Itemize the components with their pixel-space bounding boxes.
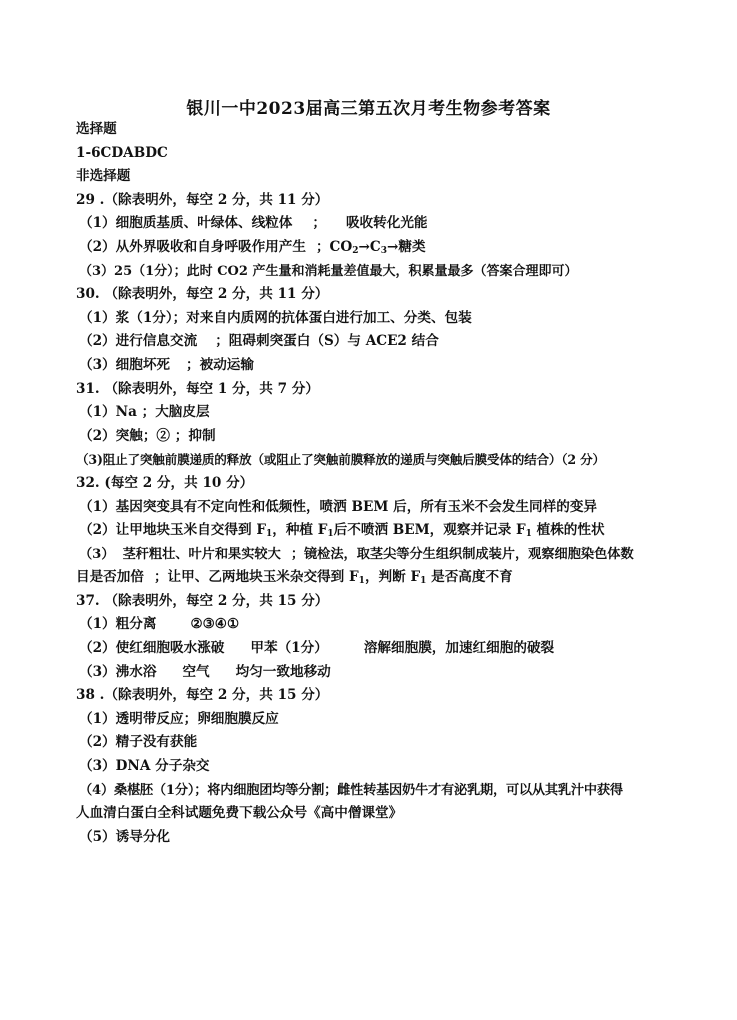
q32-answer-3-continued: 目是否加倍 ；让甲、乙两地块玉米杂交得到 $F_1$，判断 $F_1$ 是否高度不育 — [76, 569, 513, 587]
q38-answer-3: （3）DNA 分子杂交 — [79, 758, 210, 775]
question-30-heading: 30. （除表明外，每空 2 分，共 11 分） — [76, 286, 329, 303]
question-32-heading: 32. (每空 2 分，共 10 分） — [76, 474, 254, 491]
q37-answer-2: （2）使红细胞吸水涨破 甲苯（1分） 溶解细胞膜，加速红细胞的破裂 — [79, 640, 555, 657]
q38-answer-2: （2）精子没有获能 — [79, 734, 198, 751]
q30-answer-2: （2）进行信息交流 ；阻碍刺突蛋白（S）与 ACE2 结合 — [79, 333, 439, 350]
question-37-heading: 37. （除表明外，每空 2 分，共 15 分） — [76, 592, 329, 609]
question-31-heading: 31. （除表明外，每空 1 分，共 7 分） — [76, 380, 319, 397]
question-38-heading: 38 .（除表明外，每空 2 分，共 15 分） — [76, 687, 329, 704]
q30-answer-1: （1）浆（1分）；对来自内质网的抗体蛋白进行加工、分类、包装 — [79, 309, 472, 326]
q38-answer-1: （1）透明带反应；卵细胞膜反应 — [79, 710, 279, 727]
q29-answer-2: （2）从外界吸收和自身呼吸作用产生 ；$CO_2\to C_3\to$糖类 — [79, 238, 426, 256]
q29-answer-1: （1）细胞质基质、叶绿体、线粒体 ； 吸收转化光能 — [79, 215, 428, 232]
answer-body — [76, 118, 666, 849]
page-title: 银川一中2023届高三第五次月考生物参考答案 — [186, 99, 551, 119]
q38-answer-4-continued: 人血清白蛋白全科试题免费下载公众号《高中僧课堂》 — [76, 805, 403, 822]
q31-answer-3: （3)阻止了突触前膜递质的释放（或阻止了突触前膜释放的递质与突触后膜受体的结合）（2 分） — [76, 452, 605, 468]
q38-answer-5: （5）诱导分化 — [79, 828, 171, 845]
multiple-choice-answers: 1-6CDABDC — [76, 144, 168, 161]
section-free-response-heading: 非选择题 — [76, 168, 131, 185]
q30-answer-3: （3）细胞坏死 ；被动运输 — [79, 356, 254, 373]
question-29-heading: 29 .（除表明外，每空 2 分，共 11 分） — [76, 191, 329, 208]
q32-answer-2: （2）让甲地块玉米自交得到 $F_1$，种植 $F_1$后不喷洒 BEM，观察并记录 $F_1$ 植株的性状 — [79, 522, 605, 540]
q38-answer-4: （4）桑椹胚（1分）；将内细胞团均等分割；雌性转基因奶牛才有泌乳期，可以从其乳汁中获得 — [79, 782, 623, 798]
q32-answer-1: （1）基因突变具有不定向性和低频性，喷洒 BEM 后，所有玉米不会发生同样的变异 — [79, 498, 598, 515]
q37-answer-3: （3）沸水浴 空气 均匀一致地移动 — [79, 663, 331, 680]
q37-answer-1: （1）粗分离 ②③④① — [79, 616, 240, 633]
q31-answer-1: （1）Na ；大脑皮层 — [79, 404, 210, 421]
q29-answer-3: （3）25（1分）；此时 CO2 产生量和消耗量差值最大，积累量最多（答案合理即可） — [79, 263, 578, 279]
q32-answer-3: （3） 茎秆粗壮、叶片和果实较大 ；镜检法，取茎尖等分生组织制成装片，观察细胞染色体数 — [79, 546, 634, 562]
q31-answer-2: （2）突触；② ；抑制 — [79, 427, 216, 444]
section-multiple-choice-heading: 选择题 — [76, 121, 117, 137]
